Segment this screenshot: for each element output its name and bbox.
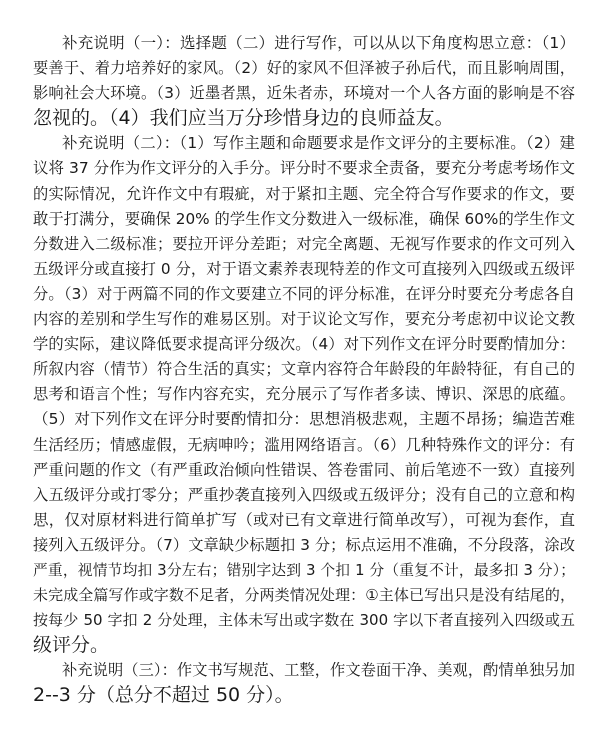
text-line: 严重，视情节均扣 3分左右；错别字达到 3 个扣 1 分（重复不计，最多扣 3 分）； <box>33 561 575 579</box>
paragraph-2 <box>33 131 575 658</box>
text-line: 学的实际，建议降低要求提高评分级次。（4）对下列作文在评分时要酌情加分： <box>33 335 575 354</box>
text-line: 严重问题的作文（有严重政治倾向性错误、答卷雷同、前后笔迹不一致）直接列 <box>33 460 575 479</box>
text-line: 影响社会大环境。（3）近墨者黑，近朱者赤，环境对一个人各方面的影响是不容 <box>33 84 575 103</box>
text-line: 分。（3）对于两篇不同的作文要建立不同的评分标准，在评分时要充分考虑各自 <box>33 284 575 303</box>
text-line: 的实际情况，允许作文中有瑕疵，对于紧扣主题、完全符合写作要求的作文，要 <box>33 184 575 203</box>
paragraph-1 <box>33 31 575 131</box>
text-line: 敢于打满分，要确保 20% 的学生作文分数进入一级标准，确保 60%的学生作文 <box>33 209 575 228</box>
text-line: 2--3 分（总分不超过 50 分）。 <box>33 684 294 707</box>
text-line: 级评分。 <box>33 634 110 657</box>
text-line: 补充说明（二）：（1）写作主题和命题要求是作文评分的主要标准。（2）建 <box>62 134 575 153</box>
text-line: 未完成全篇写作或字数不足者，分两类情况处理：①主体已写出只是没有结尾的， <box>33 586 575 605</box>
text-line: 生活经历；情感虚假，无病呻吟；滥用网络语言。（6）几种特殊作文的评分：有 <box>33 435 575 454</box>
text-line: 所叙内容（情节）符合生活的真实；文章内容符合年龄段的年龄特征，有自己的 <box>33 360 575 379</box>
text-line: 补充说明（三）：作文书写规范、工整，作文卷面干净、美观，酌情单独另加 <box>62 661 575 680</box>
text-line: 思，仅对原材料进行简单扩写（或对已有文章进行简单改写），可视为套作，直 <box>33 510 575 529</box>
text-line: 按每少 50 字扣 2 分处理，主体未写出或字数在 300 字以下者直接列入四级或五 <box>33 611 575 630</box>
text-line: 入五级评分或打零分；严重抄袭直接列入四级或五级评分；没有自己的立意和构 <box>33 485 575 504</box>
text-line: 忽视的。（4）我们应当万分珍惜身边的良师益友。 <box>33 107 454 130</box>
text-line: 思考和语言个性；写作内容充实，充分展示了写作者多读、博识、深思的底蕴。 <box>33 385 575 404</box>
text-line: （5）对下列作文在评分时要酌情扣分：思想消极悲观，主题不昂扬；编造苦难 <box>33 410 575 429</box>
text-line: 分数进入二级标准；要拉开评分差距；对完全离题、无视写作要求的作文可列入 <box>33 234 575 253</box>
text-line: 五级评分或直接打 0 分，对于语文素养表现特差的作文可直接列入四级或五级评 <box>33 259 575 278</box>
text-line: 内容的差别和学生写作的难易区别。对于议论文写作，要充分考虑初中议论文教 <box>33 310 575 329</box>
text-line: 补充说明（一）：选择题（二）进行写作，可以从以下角度构思立意：（1） <box>62 34 575 52</box>
text-line: 要善于、着力培养好的家风。（2）好的家风不但泽被子孙后代，而且影响周围， <box>33 59 575 78</box>
text-line: 议将 37 分作为作文评分的入手分。评分时不要求全责备，要充分考虑考场作文 <box>33 159 575 178</box>
text-line: 接列入五级评分。（7）文章缺少标题扣 3 分；标点运用不准确，不分段落，涂改 <box>33 535 575 554</box>
paragraph-3 <box>33 658 575 708</box>
document-body <box>33 31 575 709</box>
